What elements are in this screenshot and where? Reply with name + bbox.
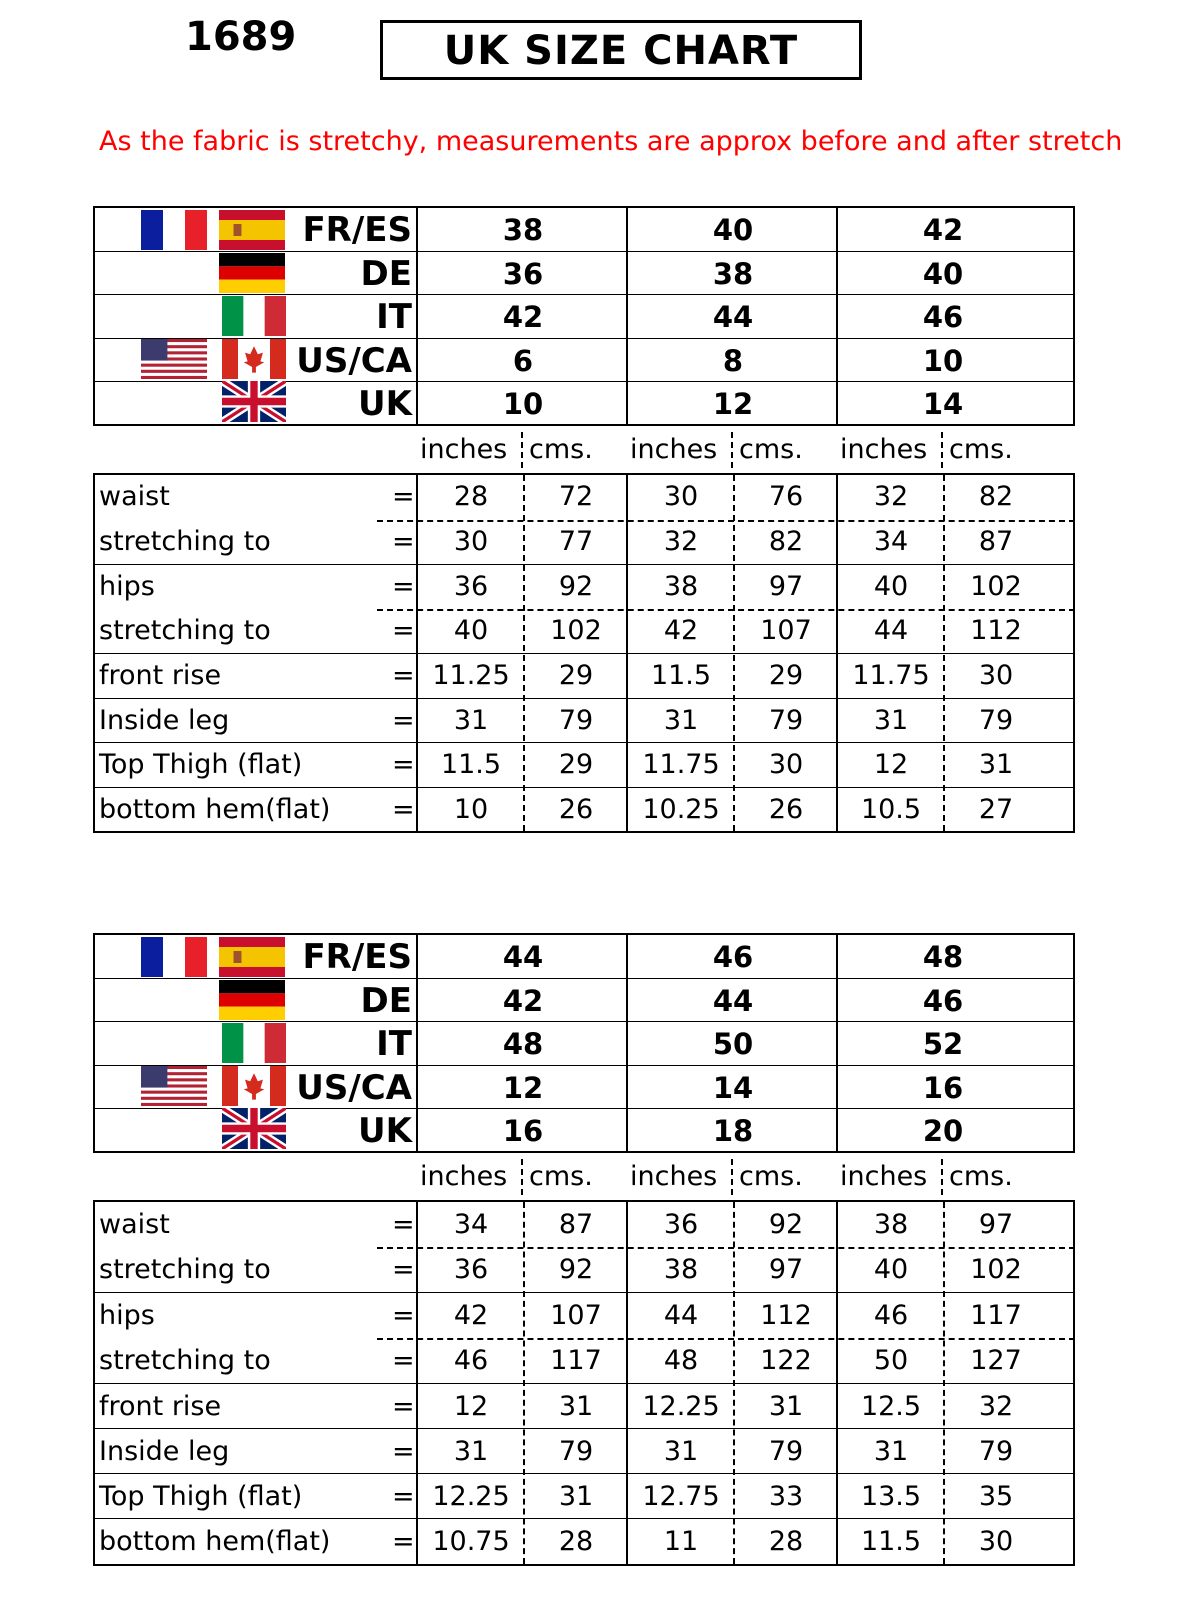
usa-flag-icon — [141, 1066, 207, 1110]
unit-divider — [941, 432, 943, 468]
measurement-row — [95, 1338, 1073, 1383]
inch-value: 31 — [873, 1436, 909, 1467]
measurement-row — [95, 1428, 1073, 1474]
cm-value: 79 — [978, 704, 1014, 736]
cm-value: 30 — [978, 1526, 1014, 1558]
inch-value: 12 — [453, 1390, 489, 1422]
cm-value: 76 — [768, 481, 804, 512]
equals-sign: = — [392, 614, 415, 646]
inch-value: 38 — [873, 1209, 909, 1240]
unit-label: inches — [420, 1161, 508, 1192]
cm-value: 26 — [558, 793, 594, 825]
size-value: 46 — [712, 940, 754, 974]
measurements-block — [93, 1200, 1075, 1566]
inch-value: 34 — [873, 525, 909, 557]
measurement-row — [95, 1292, 1073, 1338]
size-value: 44 — [712, 984, 754, 1019]
product-code: 1689 — [185, 14, 297, 60]
inch-value: 31 — [453, 1436, 489, 1467]
cm-value: 29 — [558, 660, 594, 691]
unit-label: inches — [630, 1161, 718, 1192]
inch-value: 10.25 — [642, 793, 720, 825]
region-label: US/CA — [296, 1067, 412, 1108]
size-value: 44 — [502, 940, 544, 974]
region-label: DE — [360, 254, 412, 295]
cm-value: 112 — [970, 614, 1022, 646]
cm-value: 31 — [768, 1390, 804, 1422]
cm-value: 26 — [768, 793, 804, 825]
measurement-row — [95, 475, 1073, 520]
measurement-label: front rise — [99, 1390, 222, 1422]
cm-value: 117 — [550, 1344, 602, 1376]
column-divider — [626, 475, 628, 831]
measurement-label: stretching to — [99, 525, 271, 557]
inch-value: 36 — [453, 571, 489, 602]
column-divider — [836, 935, 838, 1151]
measurement-row — [95, 787, 1073, 833]
inch-value: 11.5 — [860, 1526, 922, 1558]
cm-value: 31 — [558, 1390, 594, 1422]
canada-flag-icon — [222, 1066, 286, 1110]
inch-value: 32 — [663, 525, 699, 557]
region-label: IT — [376, 1024, 412, 1065]
cm-value: 87 — [558, 1209, 594, 1240]
size-value: 14 — [712, 1070, 754, 1105]
inch-value: 44 — [873, 614, 909, 646]
unit-label: cms. — [949, 1161, 1013, 1192]
unit-divider — [523, 1202, 525, 1564]
unit-divider — [523, 475, 525, 831]
unit-label: cms. — [529, 1161, 593, 1192]
inch-value: 40 — [873, 571, 909, 602]
inch-value: 40 — [873, 1254, 909, 1286]
size-value: 36 — [502, 257, 544, 292]
germany-flag-icon — [219, 980, 285, 1024]
size-conversion-header — [93, 206, 1075, 426]
inch-value: 13.5 — [860, 1481, 922, 1513]
region-label: UK — [358, 383, 412, 424]
cm-value: 107 — [550, 1300, 602, 1332]
inch-value: 36 — [663, 1209, 699, 1240]
inch-value: 46 — [453, 1344, 489, 1376]
unit-divider — [521, 432, 523, 468]
inch-value: 46 — [873, 1300, 909, 1332]
cm-value: 97 — [768, 571, 804, 602]
size-value: 40 — [922, 257, 964, 292]
measurement-row — [95, 1518, 1073, 1564]
unit-label: inches — [840, 1161, 928, 1192]
cm-value: 112 — [760, 1300, 812, 1332]
size-value: 10 — [922, 343, 964, 378]
cm-value: 72 — [558, 481, 594, 512]
column-divider — [416, 1202, 418, 1564]
inch-value: 12.25 — [432, 1481, 510, 1513]
unit-divider — [943, 475, 945, 831]
germany-flag-icon — [219, 253, 285, 297]
size-value: 52 — [922, 1027, 964, 1062]
cm-value: 82 — [978, 481, 1014, 512]
cm-value: 35 — [978, 1481, 1014, 1513]
measurement-label: waist — [99, 1209, 170, 1240]
measurement-row — [95, 1202, 1073, 1247]
measurement-row — [95, 1247, 1073, 1292]
size-value: 18 — [712, 1113, 754, 1148]
cm-value: 97 — [768, 1254, 804, 1286]
equals-sign: = — [392, 1390, 415, 1422]
inch-value: 28 — [453, 481, 489, 512]
equals-sign: = — [392, 1436, 415, 1467]
equals-sign: = — [392, 749, 415, 780]
cm-value: 28 — [768, 1526, 804, 1558]
italy-flag-icon — [222, 296, 286, 340]
inch-value: 36 — [453, 1254, 489, 1286]
cm-value: 92 — [558, 571, 594, 602]
cm-value: 30 — [768, 749, 804, 780]
equals-sign: = — [392, 1300, 415, 1332]
size-table-2 — [93, 933, 1077, 1593]
size-value: 38 — [502, 213, 544, 247]
equals-sign: = — [392, 1526, 415, 1558]
size-value: 44 — [712, 300, 754, 335]
cm-value: 92 — [768, 1209, 804, 1240]
units-row — [416, 426, 1076, 473]
size-value: 40 — [712, 213, 754, 247]
cm-value: 92 — [558, 1254, 594, 1286]
measurement-label: hips — [99, 571, 155, 602]
size-value: 42 — [502, 984, 544, 1019]
spain-flag-icon — [219, 937, 285, 981]
size-value: 48 — [502, 1027, 544, 1062]
unit-divider — [943, 1202, 945, 1564]
size-value: 42 — [922, 213, 964, 247]
size-value: 14 — [922, 386, 964, 421]
column-divider — [836, 208, 838, 424]
cm-value: 29 — [558, 749, 594, 780]
cm-value: 127 — [970, 1344, 1022, 1376]
cm-value: 27 — [978, 793, 1014, 825]
column-divider — [626, 208, 628, 424]
inch-value: 11.5 — [650, 660, 712, 691]
size-value: 46 — [922, 984, 964, 1019]
equals-sign: = — [392, 571, 415, 602]
cm-value: 30 — [978, 660, 1014, 691]
region-label: IT — [376, 297, 412, 338]
inch-value: 10.75 — [432, 1526, 510, 1558]
column-divider — [416, 208, 418, 424]
cm-value: 29 — [768, 660, 804, 691]
measurement-label: Top Thigh (flat) — [99, 1481, 303, 1513]
measurement-row — [95, 520, 1073, 565]
inch-value: 11.25 — [432, 660, 510, 691]
measurement-label: bottom hem(flat) — [99, 1526, 331, 1558]
inch-value: 50 — [873, 1344, 909, 1376]
size-value: 12 — [502, 1070, 544, 1105]
measurement-label: Inside leg — [99, 1436, 230, 1467]
measurement-label: stretching to — [99, 614, 271, 646]
cm-value: 77 — [558, 525, 594, 557]
column-divider — [626, 1202, 628, 1564]
unit-divider — [733, 475, 735, 831]
cm-value: 79 — [768, 1436, 804, 1467]
measurement-label: stretching to — [99, 1254, 271, 1286]
spain-flag-icon — [219, 210, 285, 254]
cm-value: 31 — [978, 749, 1014, 780]
inch-value: 12 — [873, 749, 909, 780]
cm-value: 102 — [550, 614, 602, 646]
inch-value: 12.5 — [860, 1390, 922, 1422]
usa-flag-icon — [141, 339, 207, 383]
size-value: 10 — [502, 386, 544, 421]
equals-sign: = — [392, 1209, 415, 1240]
measurements-block — [93, 473, 1075, 833]
measurement-row — [95, 609, 1073, 654]
equals-sign: = — [392, 1344, 415, 1376]
inch-value: 30 — [453, 525, 489, 557]
measurement-label: stretching to — [99, 1344, 271, 1376]
unit-label: inches — [420, 434, 508, 465]
size-conversion-header — [93, 933, 1075, 1153]
france-flag-icon — [141, 210, 207, 254]
equals-sign: = — [392, 1481, 415, 1513]
cm-value: 82 — [768, 525, 804, 557]
measurement-row — [95, 1473, 1073, 1519]
italy-flag-icon — [222, 1023, 286, 1067]
cm-value: 102 — [970, 571, 1022, 602]
column-divider — [416, 935, 418, 1151]
cm-value: 28 — [558, 1526, 594, 1558]
size-table-1 — [93, 206, 1077, 829]
size-value: 50 — [712, 1027, 754, 1062]
uk-flag-icon — [222, 1108, 286, 1153]
size-value: 38 — [712, 257, 754, 292]
cm-value: 79 — [558, 1436, 594, 1467]
cm-value: 117 — [970, 1300, 1022, 1332]
inch-value: 34 — [453, 1209, 489, 1240]
measurement-label: waist — [99, 481, 170, 512]
unit-label: cms. — [529, 434, 593, 465]
uk-flag-icon — [222, 381, 286, 426]
inch-value: 38 — [663, 571, 699, 602]
measurement-label: hips — [99, 1300, 155, 1332]
inch-value: 44 — [663, 1300, 699, 1332]
unit-label: inches — [840, 434, 928, 465]
measurement-row — [95, 1383, 1073, 1429]
measurement-label: Top Thigh (flat) — [99, 749, 303, 780]
measurement-row — [95, 742, 1073, 788]
size-value: 12 — [712, 386, 754, 421]
inch-value: 11.75 — [852, 660, 930, 691]
size-value: 16 — [922, 1070, 964, 1105]
unit-divider — [731, 432, 733, 468]
column-divider — [416, 475, 418, 831]
equals-sign: = — [392, 793, 415, 825]
inch-value: 48 — [663, 1344, 699, 1376]
unit-divider — [521, 1159, 523, 1195]
size-value: 16 — [502, 1113, 544, 1148]
unit-divider — [941, 1159, 943, 1195]
inch-value: 42 — [663, 614, 699, 646]
inch-value: 30 — [663, 481, 699, 512]
region-label: FR/ES — [302, 937, 412, 977]
stretch-note: As the fabric is stretchy, measurements are approx before and after stretch — [99, 126, 1123, 157]
size-value: 20 — [922, 1113, 964, 1148]
cm-value: 102 — [970, 1254, 1022, 1286]
cm-value: 33 — [768, 1481, 804, 1513]
equals-sign: = — [392, 481, 415, 512]
inch-value: 31 — [663, 1436, 699, 1467]
unit-divider — [731, 1159, 733, 1195]
inch-value: 11 — [663, 1526, 699, 1558]
cm-value: 79 — [558, 704, 594, 736]
size-value: 6 — [512, 343, 534, 378]
inch-value: 31 — [663, 704, 699, 736]
equals-sign: = — [392, 1254, 415, 1286]
cm-value: 97 — [978, 1209, 1014, 1240]
measurement-label: Inside leg — [99, 704, 230, 736]
unit-label: cms. — [739, 1161, 803, 1192]
size-value: 46 — [922, 300, 964, 335]
unit-label: inches — [630, 434, 718, 465]
column-divider — [836, 1202, 838, 1564]
size-value: 48 — [922, 940, 964, 974]
inch-value: 42 — [453, 1300, 489, 1332]
equals-sign: = — [392, 660, 415, 691]
cm-value: 32 — [978, 1390, 1014, 1422]
inch-value: 12.75 — [642, 1481, 720, 1513]
measurement-label: front rise — [99, 660, 222, 691]
region-label: US/CA — [296, 340, 412, 381]
measurement-row — [95, 653, 1073, 699]
canada-flag-icon — [222, 339, 286, 383]
inch-value: 31 — [453, 704, 489, 736]
inch-value: 32 — [873, 481, 909, 512]
inch-value: 40 — [453, 614, 489, 646]
cm-value: 79 — [768, 704, 804, 736]
column-divider — [836, 475, 838, 831]
inch-value: 10.5 — [860, 793, 922, 825]
region-label: FR/ES — [302, 210, 412, 250]
cm-value: 31 — [558, 1481, 594, 1513]
inch-value: 12.25 — [642, 1390, 720, 1422]
inch-value: 38 — [663, 1254, 699, 1286]
measurement-label: bottom hem(flat) — [99, 793, 331, 825]
unit-label: cms. — [739, 434, 803, 465]
inch-value: 10 — [453, 793, 489, 825]
size-value: 8 — [722, 343, 744, 378]
column-divider — [626, 935, 628, 1151]
france-flag-icon — [141, 937, 207, 981]
inch-value: 11.5 — [440, 749, 502, 780]
equals-sign: = — [392, 525, 415, 557]
cm-value: 107 — [760, 614, 812, 646]
region-label: DE — [360, 981, 412, 1022]
page-title: UK SIZE CHART — [380, 20, 862, 80]
cm-value: 122 — [760, 1344, 812, 1376]
equals-sign: = — [392, 704, 415, 736]
unit-label: cms. — [949, 434, 1013, 465]
cm-value: 87 — [978, 525, 1014, 557]
measurement-row — [95, 698, 1073, 744]
cm-value: 79 — [978, 1436, 1014, 1467]
inch-value: 11.75 — [642, 749, 720, 780]
units-row — [416, 1153, 1076, 1200]
inch-value: 31 — [873, 704, 909, 736]
unit-divider — [733, 1202, 735, 1564]
region-label: UK — [358, 1110, 412, 1151]
measurement-row — [95, 564, 1073, 610]
size-value: 42 — [502, 300, 544, 335]
